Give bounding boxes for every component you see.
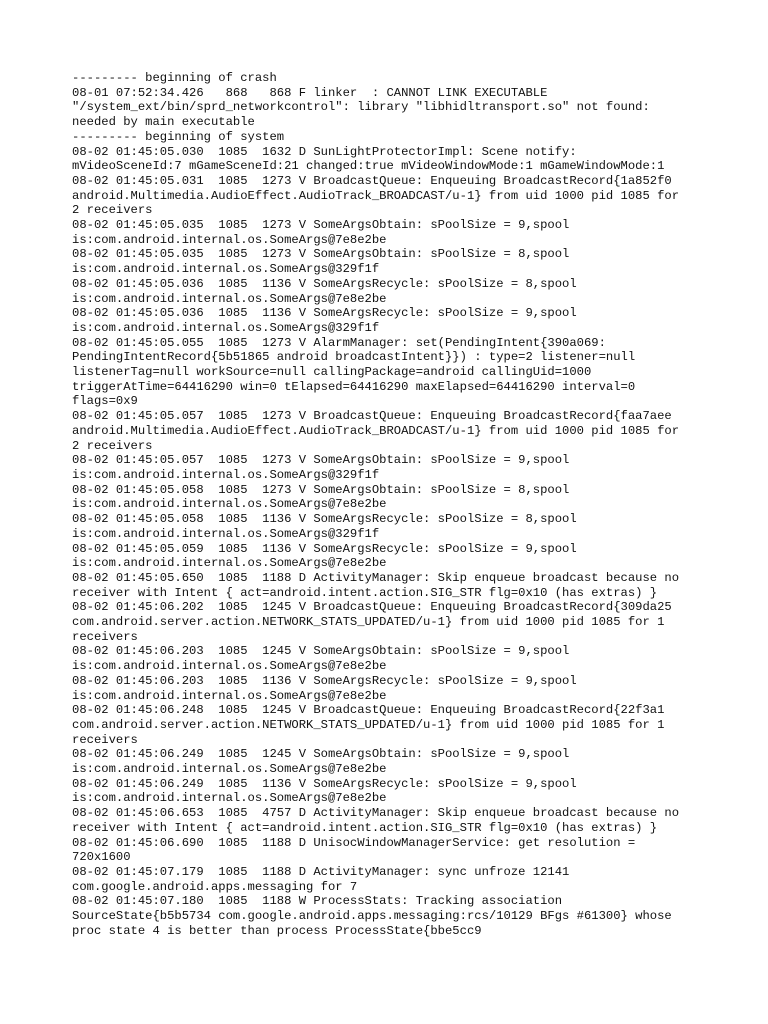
log-line: 08-02 01:45:05.030 1085 1632 D SunLightProtectorImpl: Scene notify: <box>72 144 577 159</box>
log-line: triggerAtTime=64416290 win=0 tElapsed=64416290 maxElapsed=64416290 interval=0 <box>72 379 636 394</box>
log-line: listenerTag=null workSource=null callingPackage=android callingUid=1000 <box>72 365 592 380</box>
log-line: 08-02 01:45:06.203 1085 1136 V SomeArgsRecycle: sPoolSize = 9,spool <box>72 673 577 688</box>
log-document <box>72 71 712 938</box>
log-line: is:com.android.internal.os.SomeArgs@7e8e2be <box>72 762 387 777</box>
log-line: android.Multimedia.AudioEffect.AudioTrack_BROADCAST/u-1} from uid 1000 pid 1085 for <box>72 188 680 203</box>
log-line: com.android.server.action.NETWORK_STATS_UPDATED/u-1} from uid 1000 pid 1085 for 1 <box>72 717 665 732</box>
log-line: mVideoSceneId:7 mGameSceneId:21 changed:true mVideoWindowMode:1 mGameWindowMode:1 <box>72 159 665 174</box>
log-line: is:com.android.internal.os.SomeArgs@7e8e2be <box>72 688 387 703</box>
log-line: 08-02 01:45:06.202 1085 1245 V BroadcastQueue: Enqueuing BroadcastRecord{309da25 <box>72 600 672 615</box>
log-line: 08-02 01:45:05.036 1085 1136 V SomeArgsRecycle: sPoolSize = 9,spool <box>72 306 577 321</box>
log-line: 2 receivers <box>72 203 153 218</box>
log-line: --------- beginning of crash <box>72 71 277 85</box>
log-line: 08-02 01:45:06.653 1085 4757 D ActivityManager: Skip enqueue broadcast because no <box>72 806 680 821</box>
log-line: 08-02 01:45:07.179 1085 1188 D ActivityManager: sync unfroze 12141 <box>72 864 570 879</box>
log-line: is:com.android.internal.os.SomeArgs@329f1f <box>72 262 380 277</box>
log-line: 08-02 01:45:05.055 1085 1273 V AlarmManager: set(PendingIntent{390a069: <box>72 335 606 350</box>
log-line: is:com.android.internal.os.SomeArgs@7e8e2be <box>72 232 387 247</box>
log-line: is:com.android.internal.os.SomeArgs@7e8e2be <box>72 791 387 806</box>
log-line: is:com.android.internal.os.SomeArgs@329f1f <box>72 526 380 541</box>
log-line: 08-02 01:45:05.057 1085 1273 V SomeArgsObtain: sPoolSize = 9,spool <box>72 453 570 468</box>
log-line: 08-02 01:45:05.035 1085 1273 V SomeArgsObtain: sPoolSize = 8,spool <box>72 247 570 262</box>
log-line: 08-02 01:45:05.035 1085 1273 V SomeArgsObtain: sPoolSize = 9,spool <box>72 218 570 233</box>
log-line: 08-02 01:45:05.031 1085 1273 V BroadcastQueue: Enqueuing BroadcastRecord{1a852f0 <box>72 173 672 188</box>
log-line: receivers <box>72 629 138 644</box>
log-line: 2 receivers <box>72 438 153 453</box>
log-line: 08-02 01:45:06.248 1085 1245 V BroadcastQueue: Enqueuing BroadcastRecord{22f3a1 <box>72 703 665 718</box>
log-line: proc state 4 is better than process ProcessState{bbe5cc9 <box>72 923 482 938</box>
log-line: 08-02 01:45:05.059 1085 1136 V SomeArgsRecycle: sPoolSize = 9,spool <box>72 541 577 556</box>
log-line: 08-01 07:52:34.426 868 868 F linker : CANNOT LINK EXECUTABLE <box>72 85 548 100</box>
log-line: android.Multimedia.AudioEffect.AudioTrack_BROADCAST/u-1} from uid 1000 pid 1085 for <box>72 423 680 438</box>
log-line: 08-02 01:45:06.249 1085 1136 V SomeArgsRecycle: sPoolSize = 9,spool <box>72 776 577 791</box>
log-line: flags=0x9 <box>72 394 138 409</box>
log-line: 08-02 01:45:05.057 1085 1273 V BroadcastQueue: Enqueuing BroadcastRecord{faa7aee <box>72 409 672 424</box>
log-line: PendingIntentRecord{5b51865 android broadcastIntent}}) : type=2 listener=null <box>72 350 636 365</box>
log-line: SourceState{b5b5734 com.google.android.apps.messaging:rcs/10129 BFgs #61300} whose <box>72 909 672 924</box>
log-line: is:com.android.internal.os.SomeArgs@329f1f <box>72 467 380 482</box>
log-line: 08-02 01:45:06.203 1085 1245 V SomeArgsObtain: sPoolSize = 9,spool <box>72 644 570 659</box>
log-line: 08-02 01:45:05.058 1085 1273 V SomeArgsObtain: sPoolSize = 8,spool <box>72 482 570 497</box>
log-line: is:com.android.internal.os.SomeArgs@7e8e2be <box>72 556 387 571</box>
log-line: is:com.android.internal.os.SomeArgs@7e8e2be <box>72 497 387 512</box>
log-line: 08-02 01:45:05.650 1085 1188 D ActivityManager: Skip enqueue broadcast because no <box>72 570 680 585</box>
log-line: --------- beginning of system <box>72 129 285 144</box>
log-line: is:com.android.internal.os.SomeArgs@7e8e2be <box>72 659 387 674</box>
log-line: com.android.server.action.NETWORK_STATS_UPDATED/u-1} from uid 1000 pid 1085 for 1 <box>72 615 665 630</box>
log-line: 08-02 01:45:07.180 1085 1188 W ProcessStats: Tracking association <box>72 894 563 909</box>
log-line: receivers <box>72 732 138 747</box>
log-line: is:com.android.internal.os.SomeArgs@329f1f <box>72 320 380 335</box>
log-line: receiver with Intent { act=android.intent.action.SIG_STR flg=0x10 (has extras) } <box>72 820 658 835</box>
log-line: 720x1600 <box>72 850 131 865</box>
log-line: "/system_ext/bin/sprd_networkcontrol": library "libhidltransport.so" not found: <box>72 100 650 115</box>
log-line: 08-02 01:45:06.690 1085 1188 D UnisocWindowManagerService: get resolution = <box>72 835 636 850</box>
log-line: receiver with Intent { act=android.intent.action.SIG_STR flg=0x10 (has extras) } <box>72 585 658 600</box>
log-line: 08-02 01:45:06.249 1085 1245 V SomeArgsObtain: sPoolSize = 9,spool <box>72 747 570 762</box>
log-line: com.google.android.apps.messaging for 7 <box>72 879 358 894</box>
log-line: 08-02 01:45:05.036 1085 1136 V SomeArgsRecycle: sPoolSize = 8,spool <box>72 276 577 291</box>
log-line: is:com.android.internal.os.SomeArgs@7e8e2be <box>72 291 387 306</box>
log-line: needed by main executable <box>72 115 255 130</box>
log-line: 08-02 01:45:05.058 1085 1136 V SomeArgsRecycle: sPoolSize = 8,spool <box>72 512 577 527</box>
